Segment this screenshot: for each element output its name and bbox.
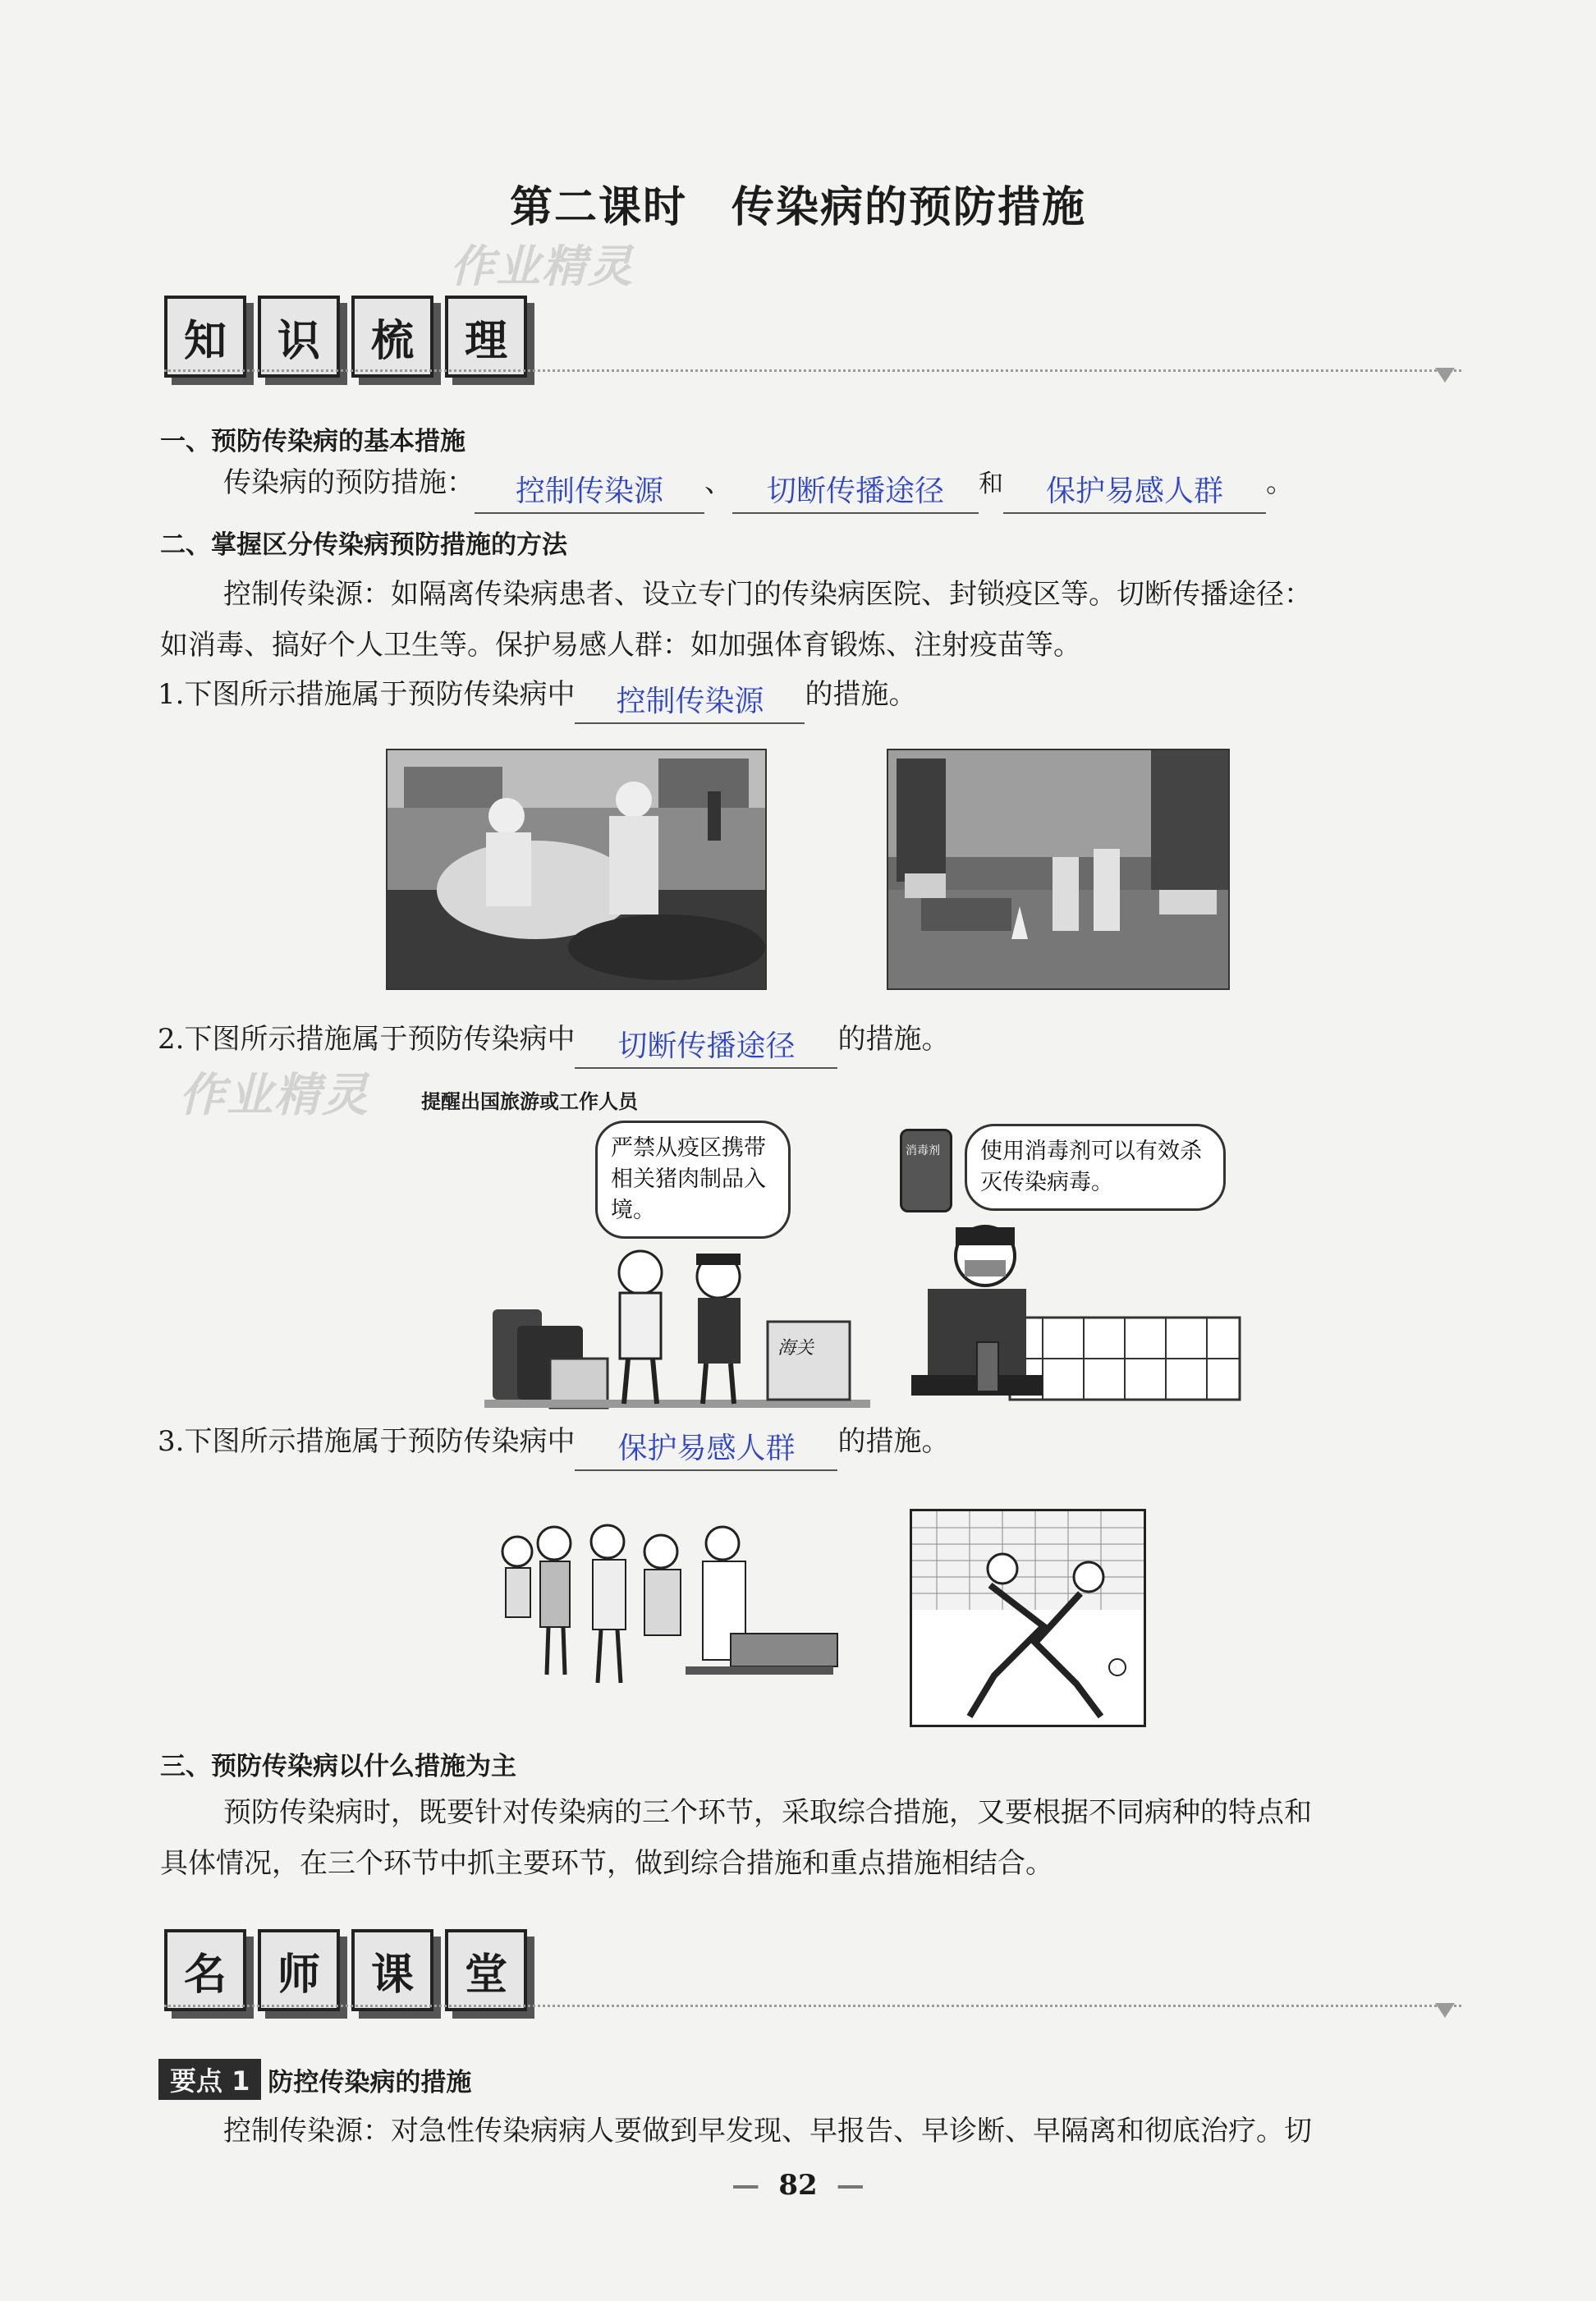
heading-part3: 三、预防传染病以什么措施为主 xyxy=(160,1752,516,1781)
divider xyxy=(164,2005,1461,2007)
cartoon-exercise xyxy=(910,1509,1146,1727)
page-dash: — xyxy=(836,2169,864,2202)
question-text: 2.下图所示措施属于预防传染病中 xyxy=(158,1023,576,1056)
part2-line2: 如消毒、搞好个人卫生等。保护易感人群：如加强体育锻炼、注射疫苗等。 xyxy=(160,629,1081,662)
question-3 xyxy=(158,1412,949,1471)
answer-blank: 控制传染源 xyxy=(475,471,704,514)
header-char: 师 xyxy=(258,1929,340,2011)
part1-lead: 传染病的预防措施： xyxy=(223,466,475,499)
header-char: 梳 xyxy=(351,296,433,378)
answer-blank: 切断传播途径 xyxy=(575,1026,837,1069)
bottle-label: 消毒剂 xyxy=(906,1144,940,1157)
section-header-knowledge xyxy=(164,296,527,378)
answer-blank: 保护易感人群 xyxy=(575,1428,837,1471)
header-char: 课 xyxy=(351,1929,433,2011)
separator: 。 xyxy=(1266,466,1294,499)
part2-line1: 控制传染源：如隔离传染病患者、设立专门的传染病医院、封锁疫区等。切断传播途径： xyxy=(223,578,1312,611)
cartoon-disinfect xyxy=(895,1104,1256,1408)
key-point-label: 要点 1 xyxy=(158,2059,261,2100)
key-point-text: 控制传染源：对急性传染病病人要做到早发现、早报告、早诊断、早隔离和彻底治疗。切 xyxy=(223,2115,1312,2147)
part1-sentence xyxy=(223,453,1294,514)
question-text: 的措施。 xyxy=(837,1425,950,1458)
watermark: 作业精灵 xyxy=(450,241,634,292)
header-char: 知 xyxy=(164,296,246,378)
speech-bubble: 严禁从疫区携带相关猪肉制品入境。 xyxy=(595,1121,791,1239)
key-point-1 xyxy=(158,2059,471,2100)
page-footer xyxy=(0,2169,1596,2202)
watermark: 作业精灵 xyxy=(179,1069,369,1122)
page-number: 82 xyxy=(778,2169,818,2202)
separator: 和 xyxy=(979,470,1003,498)
answer-blank: 保护易感人群 xyxy=(1003,471,1266,514)
part3-line2: 具体情况，在三个环节中抓主要环节，做到综合措施和重点措施相结合。 xyxy=(160,1847,1053,1880)
cartoon-customs xyxy=(484,1121,870,1400)
page-dash: — xyxy=(732,2169,760,2202)
header-char: 堂 xyxy=(445,1929,527,2011)
photo-checkpoint xyxy=(887,749,1230,990)
section-header-teacher xyxy=(164,1929,527,2011)
part3-line1: 预防传染病时，既要针对传染病的三个环节，采取综合措施，又要根据不同病种的特点和 xyxy=(223,1796,1312,1829)
customs-sign: 海关 xyxy=(777,1338,814,1359)
cartoon-caption: 提醒出国旅游或工作人员 xyxy=(421,1090,638,1113)
separator: 、 xyxy=(704,466,732,499)
question-text: 的措施。 xyxy=(837,1023,950,1056)
photo-quarantine-burial xyxy=(386,749,767,990)
divider xyxy=(164,369,1461,372)
triangle-marker-icon xyxy=(1435,368,1455,383)
triangle-marker-icon xyxy=(1435,2003,1455,2018)
header-char: 名 xyxy=(164,1929,246,2011)
header-char: 理 xyxy=(445,296,527,378)
key-point-title: 防控传染病的措施 xyxy=(268,2067,472,2097)
disinfectant-bottle-icon xyxy=(900,1129,952,1212)
heading-part1: 一、预防传染病的基本措施 xyxy=(160,427,466,456)
answer-blank: 控制传染源 xyxy=(575,681,805,724)
cartoon-vaccination xyxy=(484,1510,846,1716)
question-text: 的措施。 xyxy=(805,678,917,711)
question-1 xyxy=(158,665,916,724)
header-char: 识 xyxy=(258,296,340,378)
question-text: 3.下图所示措施属于预防传染病中 xyxy=(158,1425,576,1458)
answer-blank: 切断传播途径 xyxy=(732,471,979,514)
speech-bubble: 使用消毒剂可以有效杀灭传染病毒。 xyxy=(965,1124,1226,1211)
question-text: 1.下图所示措施属于预防传染病中 xyxy=(158,678,576,711)
page-title: 第二课时 传染病的预防措施 xyxy=(509,183,1086,232)
heading-part2: 二、掌握区分传染病预防措施的方法 xyxy=(160,530,567,560)
